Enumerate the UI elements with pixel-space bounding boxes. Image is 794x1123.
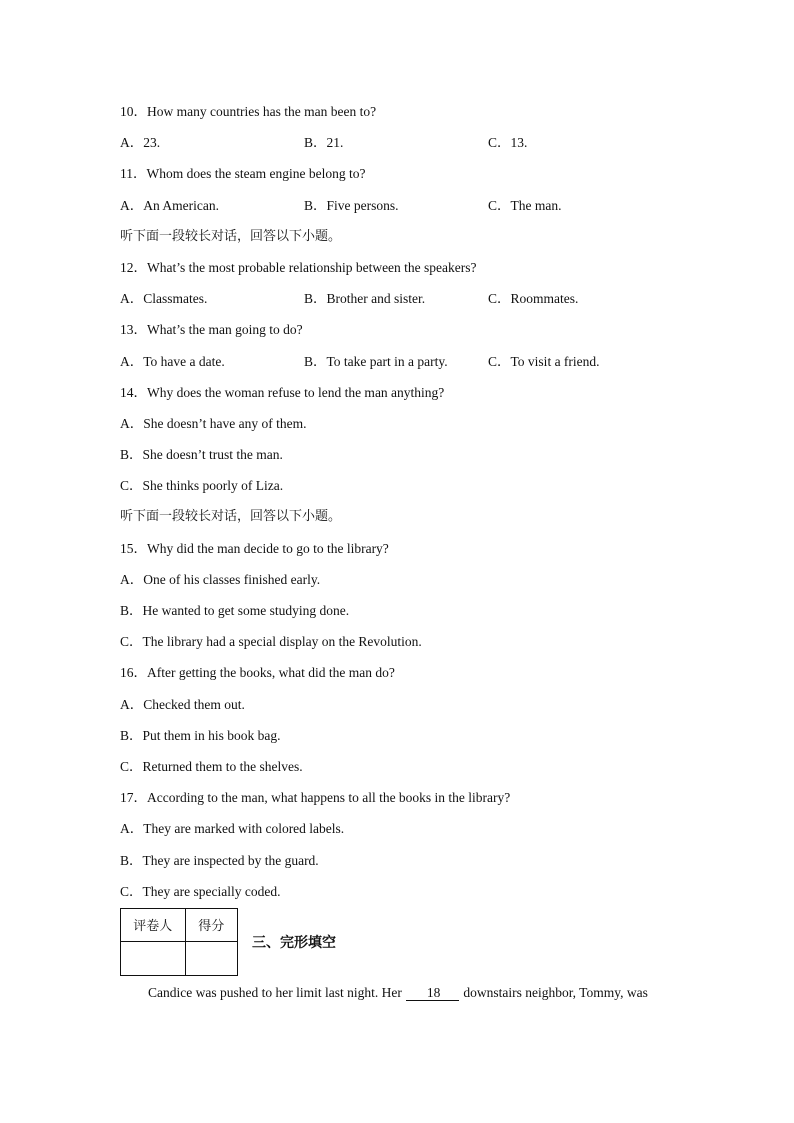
question-14: 14．Why does the woman refuse to lend the man anything? [120, 384, 445, 400]
option-b: B．To take part in a party. [304, 353, 448, 369]
grading-table [120, 908, 238, 976]
cloze-passage [120, 977, 680, 1008]
option-b: B．21. [304, 135, 344, 151]
option-c: C．Roommates. [488, 291, 579, 307]
grader-cell [121, 941, 186, 975]
option-b: B．Put them in his book bag. [120, 727, 281, 743]
question-11-options [120, 190, 700, 221]
score-label: 得分 [185, 908, 237, 941]
option-a: A．To have a date. [120, 353, 225, 369]
option-b: B．She doesn’t trust the man. [120, 447, 283, 463]
question-11: 11．Whom does the steam engine belong to? [120, 166, 366, 182]
passage-text: Candice was pushed to her limit last night. Her [148, 984, 402, 1000]
question-10: 10．How many countries has the man been to? [120, 104, 377, 119]
listening-instruction: 听下面一段较长对话，回答以下小题。 [120, 509, 342, 525]
question-13: 13．What’s the man going to do? [120, 322, 303, 338]
option-c: C．To visit a friend. [488, 353, 600, 369]
option-c: C．The library had a special display on the Revolution. [120, 634, 422, 650]
passage-text: downstairs neighbor, Tommy, was [463, 984, 648, 1000]
question-12: 12．What’s the most probable relationship between the speakers? [120, 259, 477, 275]
option-a: A．One of his classes finished early. [120, 571, 321, 587]
option-a: A．Checked them out. [120, 696, 245, 712]
option-b: B．Brother and sister. [304, 291, 426, 307]
option-a: A．She doesn’t have any of them. [120, 415, 307, 431]
option-a: A．They are marked with colored labels. [120, 821, 345, 837]
option-a: A．23. [120, 135, 161, 151]
question-10-options [120, 127, 700, 158]
question-15: 15．Why did the man decide to go to the library? [120, 540, 389, 556]
option-c: C．They are specially coded. [120, 883, 281, 899]
question-13-options [120, 346, 700, 377]
question-17: 17．According to the man, what happens to all the books in the library? [120, 790, 511, 806]
section-heading: 三、完形填空 [252, 934, 336, 951]
option-a: A．Classmates. [120, 291, 208, 307]
option-a: A．An American. [120, 197, 219, 213]
option-c: C．She thinks poorly of Liza. [120, 478, 284, 494]
option-b: B．They are inspected by the guard. [120, 852, 319, 868]
option-c: C．The man. [488, 197, 562, 213]
option-c: C．13. [488, 135, 528, 151]
option-c: C．Returned them to the shelves. [120, 758, 303, 774]
section-header [120, 908, 700, 975]
listening-instruction: 听下面一段较长对话，回答以下小题。 [120, 228, 342, 244]
question-12-options [120, 283, 700, 314]
score-cell [185, 941, 237, 975]
grader-label: 评卷人 [121, 908, 186, 941]
cloze-blank: 18 [406, 985, 460, 1001]
question-16: 16．After getting the books, what did the man do? [120, 665, 395, 681]
option-b: B．He wanted to get some studying done. [120, 603, 350, 618]
option-b: B．Five persons. [304, 197, 399, 213]
exam-content [120, 96, 700, 1008]
